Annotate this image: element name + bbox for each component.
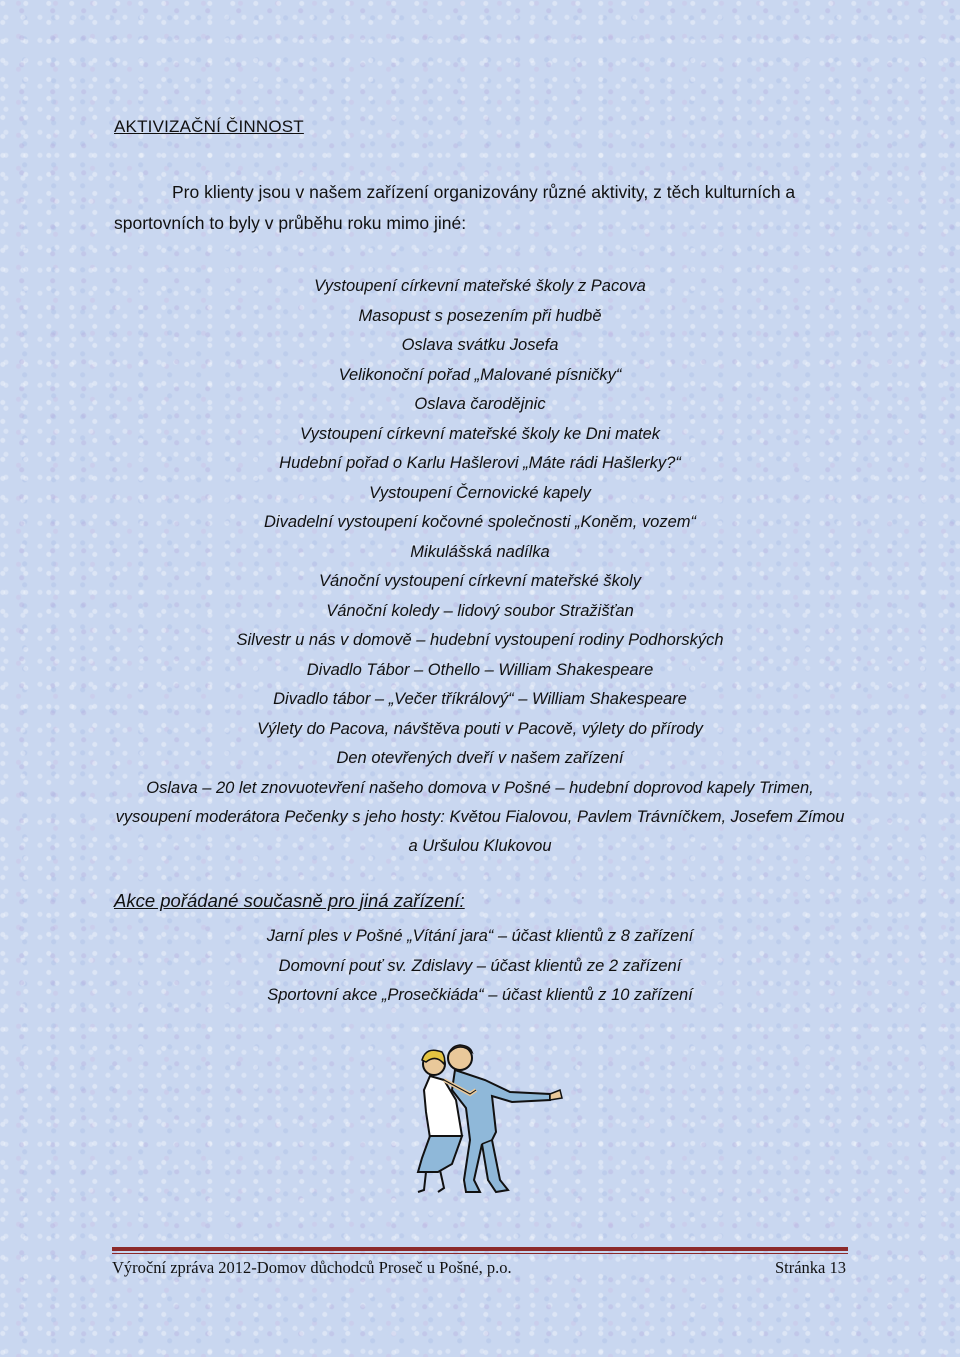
list-item: Silvestr u nás v domově – hudební vystoupení rodiny Podhorských (236, 631, 724, 649)
list-item: Velikonoční pořad „Malované písničky“ (338, 365, 622, 384)
list-item: Vánoční vystoupení církevní mateřské školy (319, 572, 641, 590)
list-item: Vystoupení Černovické kapely (369, 483, 591, 502)
footer-divider-thin (112, 1253, 848, 1254)
list-item: Den otevřených dveří v našem zařízení (336, 749, 624, 767)
dancing-couple-illustration (400, 1040, 565, 1200)
list-item: Vystoupení církevní mateřské školy ke Dni matek (299, 424, 661, 443)
other-facilities-heading: Akce pořádané současně pro jiná zařízení: (114, 890, 465, 911)
list-item: Domovní pouť sv. Zdislavy – účast klientů ze 2 zařízení (278, 956, 682, 975)
intro-text: Pro klienty jsou v našem zařízení organizovány různé aktivity, z těch kulturních a sportovních to byly v průběhu roku mimo jiné: (114, 182, 796, 233)
list-item: Divadlo tábor – „Večer tříkrálový“ – William Shakespeare (273, 690, 687, 708)
list-item: Oslava svátku Josefa (401, 336, 559, 354)
list-item: Výlety do Pacova, návštěva pouti v Pacově, výlety do přírody (257, 719, 703, 738)
page-number: Stránka 13 (774, 1258, 846, 1277)
footer-divider (112, 1247, 848, 1251)
list-item: Oslava čarodějnic (414, 395, 546, 413)
page-heading: AKTIVIZAČNÍ ČINNOST (114, 117, 304, 136)
list-item: Jarní ples v Pošné „Vítání jara“ – účast klientů z 8 zařízení (266, 927, 694, 945)
list-item: Mikulášská nadílka (410, 542, 550, 561)
footer-title: Výroční zpráva 2012-Domov důchodců Proseč u Pošné, p.o. (112, 1258, 512, 1277)
activities-list (100, 272, 860, 861)
list-item: Sportovní akce „Prosečkiáda“ – účast klientů z 10 zařízení (267, 986, 693, 1004)
list-item: Divadlo Tábor – Othello – William Shakespeare (306, 660, 654, 679)
list-item: Hudební pořad o Karlu Hašlerovi „Máte rádi Hašlerky?“ (279, 454, 681, 472)
list-item: Masopust s posezením při hudbě (358, 306, 602, 325)
list-item: Divadelní vystoupení kočovné společnosti „Koněm, vozem“ (264, 513, 696, 531)
list-item: Vystoupení církevní mateřské školy z Pacova (314, 277, 646, 295)
other-facilities-list (100, 922, 860, 1011)
man-figure (448, 1045, 562, 1192)
intro-paragraph (114, 177, 834, 239)
celebration-item: Oslava – 20 let znovuotevření našeho domova v Pošné – hudební doprovod kapely Trimen, vysoupení moderátora Pečenky s jeho hosty: Květou Fialovou, Pavlem Trávníčkem, Josefem Zímou a Uršulou Klukovou (115, 778, 845, 855)
list-item: Vánoční koledy – lidový soubor Stražišťan (326, 601, 634, 620)
